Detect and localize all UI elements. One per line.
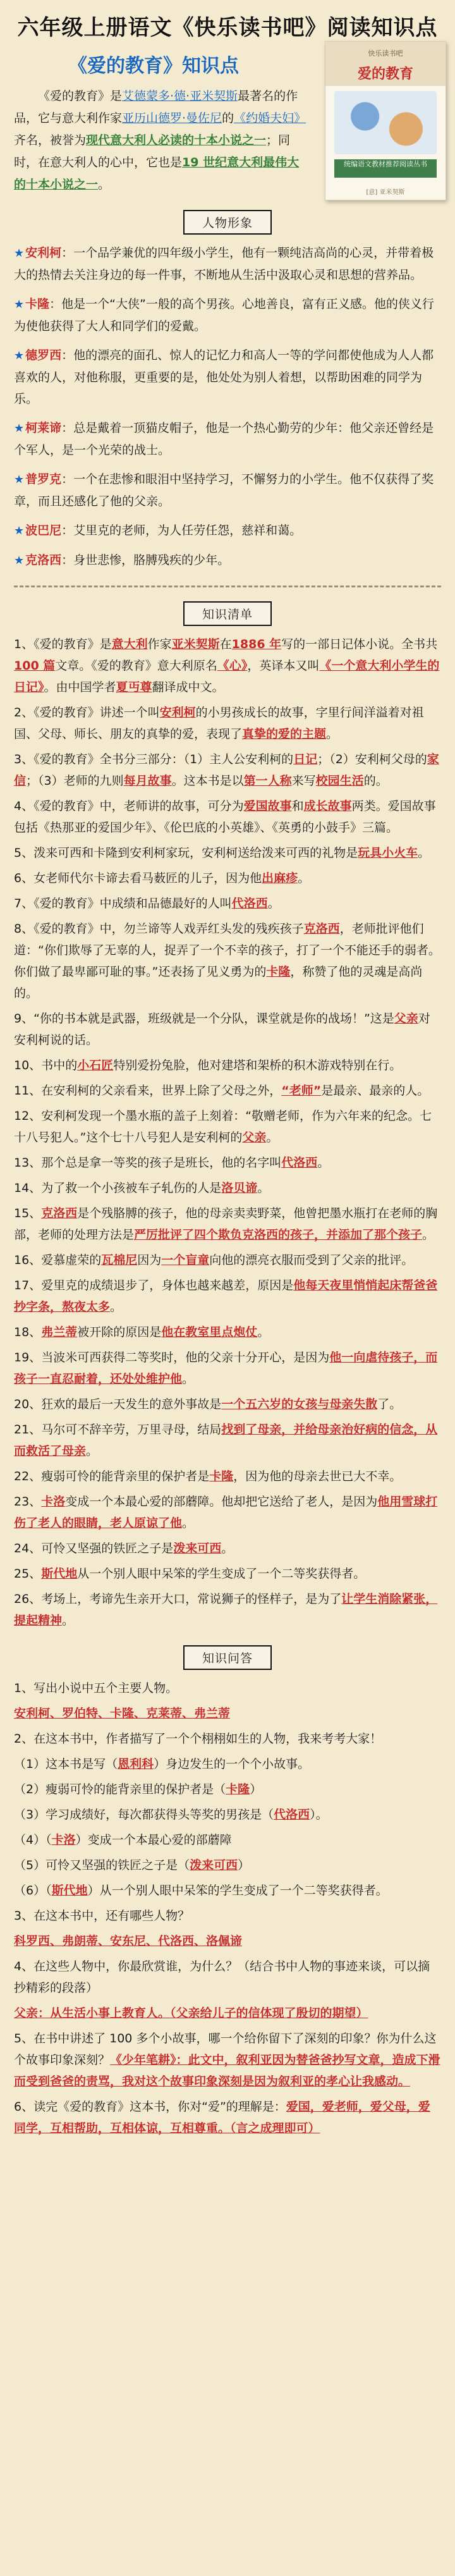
highlight-text: 斯代地 bbox=[41, 1567, 78, 1581]
highlight-text: 亚米契斯 bbox=[171, 637, 220, 651]
item-text: 在这本书中，还有哪些人物？ bbox=[33, 1909, 190, 1923]
item-text: 向他的漂亮衣服而受到了父亲的批评。 bbox=[209, 1253, 414, 1267]
highlight-text: 真挚的爱的主题 bbox=[242, 727, 327, 741]
item-text: 可怜又坚强的铁匠之子是 bbox=[41, 1542, 174, 1555]
highlight-text: 玩具小火车 bbox=[358, 846, 418, 860]
item-text: ，称赞了他的灵魂是高尚的。 bbox=[14, 965, 423, 1000]
highlight-text: 恩利科 bbox=[118, 1757, 154, 1771]
knowledge-item bbox=[14, 1203, 441, 1246]
character-list bbox=[0, 242, 455, 572]
item-number: 20、 bbox=[14, 1397, 42, 1411]
section-header-knowledge: 知识清单 bbox=[0, 601, 455, 626]
character-entry bbox=[0, 242, 455, 286]
highlight-text: 安利柯、罗伯特、卡隆、克莱蒂、弗兰蒂 bbox=[14, 1707, 231, 1720]
item-number: 16、 bbox=[14, 1253, 42, 1267]
highlight-text: 小石匠 bbox=[77, 1058, 114, 1072]
cover-band: 统编语文教材推荐阅读丛书 bbox=[334, 159, 437, 178]
item-text: ；（3）老师的九则 bbox=[26, 774, 124, 788]
item-text: 爱慕虚荣的 bbox=[41, 1253, 102, 1267]
highlight-text: 成长故事 bbox=[303, 799, 352, 813]
character-name: 卡隆 bbox=[25, 297, 50, 311]
qa-item bbox=[14, 2028, 441, 2092]
character-entry bbox=[0, 469, 455, 512]
item-number: 3、 bbox=[14, 1909, 34, 1923]
item-number: 10、 bbox=[14, 1058, 42, 1072]
item-text: （2）瘦弱可怜的能背亲里的保护者是（ bbox=[14, 1782, 226, 1796]
item-number: 18、 bbox=[14, 1325, 42, 1339]
item-text: 在安利柯的父亲看来，世界上除了父母之外， bbox=[41, 1084, 282, 1098]
cover-title: 爱的教育 bbox=[357, 66, 413, 82]
item-text: ）从一个别人眼中呆笨的学生变成了一个二等奖获得者。 bbox=[87, 1884, 388, 1898]
qa-item bbox=[14, 2003, 441, 2024]
item-number: 11、 bbox=[14, 1084, 42, 1098]
item-text: 考场上，考谛先生亲开大口，常说狮子的怪样子，是为了 bbox=[41, 1592, 342, 1606]
item-text: 那个总是拿一等奖的孩子是班长，他的名字叫 bbox=[41, 1156, 282, 1170]
star-icon: ★ bbox=[14, 422, 25, 435]
character-desc: ：他是一个“大侠”一般的高个男孩。心地善良，富有正义感。他的侠义行为使他获得了大人和同学们的爱戴。 bbox=[14, 297, 434, 333]
highlight-text: 100 篇 bbox=[14, 659, 56, 673]
qa-item bbox=[14, 1829, 441, 1851]
highlight-text: 克洛西 bbox=[303, 922, 340, 936]
item-text: 。 bbox=[266, 1131, 279, 1144]
highlight-text: 他每天夜里悄悄起床帮爸爸抄字条，熬夜太多 bbox=[14, 1279, 438, 1314]
item-number: 4、 bbox=[14, 799, 34, 813]
item-text: 狂欢的最后一天发生的意外事故是 bbox=[41, 1397, 222, 1411]
highlight-text: 让学生消除紧张，提起精神 bbox=[14, 1592, 438, 1628]
item-number: 17、 bbox=[14, 1279, 42, 1292]
item-number: 19、 bbox=[14, 1351, 42, 1365]
item-text: 读完《爱的教育》这本书，你对“爱”的理解是： bbox=[33, 2100, 286, 2114]
highlight-text: 卡洛 bbox=[41, 1495, 66, 1509]
qa-list bbox=[0, 1677, 455, 2139]
highlight-text: 每月故事 bbox=[123, 774, 172, 788]
knowledge-item bbox=[14, 1249, 441, 1271]
highlight-text: 家信 bbox=[14, 752, 439, 788]
highlight-text: 出麻疹 bbox=[262, 871, 298, 885]
item-text: 了。 bbox=[377, 1397, 402, 1411]
item-text: 。 bbox=[418, 846, 430, 860]
character-name: 普罗克 bbox=[25, 472, 62, 486]
item-text: （1）这本书是写（ bbox=[14, 1757, 118, 1771]
item-text: 在这些人物中，你最欣赏谁，为什么？（结合书中人物的事迹来谈，可以摘抄精彩的段落） bbox=[14, 1960, 430, 1995]
item-text: 变成一个本最心爱的部蘑障。他却把它送给了老人，是因为 bbox=[65, 1495, 378, 1509]
item-text: 安利柯发现一个墨水瓶的盖子上刻着：“敬赠老师，作为六年来的纪念。七十八号犯人。”这个七十八号犯人是安利柯的 bbox=[14, 1109, 432, 1144]
qa-item bbox=[14, 1930, 441, 1952]
item-text: 当波米可西获得二等奖时，他的父亲十分开心，是因为 bbox=[41, 1351, 330, 1365]
item-number: 5、 bbox=[14, 846, 34, 860]
item-text: 。 bbox=[326, 727, 339, 741]
item-number: 25、 bbox=[14, 1567, 42, 1581]
highlight-text: 洛贝谛 bbox=[221, 1181, 258, 1195]
item-text: （5）可怜又坚强的铁匠之子是（ bbox=[14, 1858, 190, 1872]
character-entry bbox=[0, 549, 455, 572]
item-text: 的。 bbox=[363, 774, 388, 788]
book-subtitle: 《爱的教育》知识点 bbox=[68, 55, 239, 77]
highlight-text: “老师” bbox=[281, 1084, 322, 1098]
item-text: 《爱的教育》中成绩和品德最好的人叫 bbox=[33, 897, 232, 911]
cover-author: [意] 亚米契斯 bbox=[366, 189, 405, 196]
item-number: 21、 bbox=[14, 1423, 42, 1437]
item-number: 1、 bbox=[14, 1681, 34, 1695]
item-text: 。 bbox=[62, 1614, 75, 1628]
character-desc: ：一个在悲惨和眼泪中坚持学习，不懈努力的小学生。他不仅获得了奖章，而且还感化了他的父亲。 bbox=[14, 472, 434, 508]
qa-item bbox=[14, 1804, 441, 1825]
highlight-text: 克洛西 bbox=[41, 1206, 78, 1220]
knowledge-item bbox=[14, 1055, 441, 1076]
highlight-text: 严厉批评了四个欺负克洛西的孩子，并添加了那个孩子 bbox=[134, 1228, 423, 1242]
qa-item bbox=[14, 1905, 441, 1927]
star-icon: ★ bbox=[14, 524, 25, 537]
qa-item bbox=[14, 1728, 441, 1750]
star-icon: ★ bbox=[14, 247, 25, 260]
highlight-text: 意大利 bbox=[111, 637, 148, 651]
highlight-text: 泼来可西 bbox=[173, 1542, 222, 1555]
item-text: 在这本书中，作者描写了一个个栩栩如生的人物，我来考考大家！ bbox=[33, 1732, 382, 1746]
highlight-text: 找到了母亲，并给母亲治好病的信念，从而救活了母亲 bbox=[14, 1423, 438, 1458]
item-number: 2、 bbox=[14, 706, 34, 720]
highlight-text: 《一个意大利小学生的日记》 bbox=[14, 659, 440, 694]
character-name: 克洛西 bbox=[25, 553, 62, 567]
highlight-text: 爱国故事 bbox=[243, 799, 292, 813]
item-text: 是个残胳膊的孩子，他的母亲卖卖野菜，他曾把墨水瓶打在老师的胸部，老师的处理方法是 bbox=[14, 1206, 438, 1242]
item-text: 文章。《爱的教育》意大利原名 bbox=[55, 659, 217, 673]
knowledge-item bbox=[14, 1275, 441, 1318]
highlight-text: 卡洛 bbox=[51, 1833, 76, 1847]
item-text: “你的书本就是武器，班级就是一个分队，课堂就是你的战场！”这是 bbox=[33, 1012, 394, 1026]
item-text: 在书中讲述了 100 多个小故事，哪一个给你留下了深刻的印象？你为什么这个故事印象深刻？ bbox=[14, 2032, 437, 2067]
knowledge-item bbox=[14, 1466, 441, 1487]
item-number: 14、 bbox=[14, 1181, 42, 1195]
item-number: 8、 bbox=[14, 922, 34, 936]
item-text: 和 bbox=[291, 799, 304, 813]
highlight-text: 卡隆 bbox=[266, 965, 291, 979]
item-text: 从一个别人眼中呆笨的学生变成了一个二等奖获得者。 bbox=[77, 1567, 366, 1581]
qa-item bbox=[14, 1703, 441, 1724]
star-icon: ★ bbox=[14, 473, 25, 486]
section-header-qa: 知识问答 bbox=[0, 1645, 455, 1670]
item-text: 。 bbox=[317, 1156, 330, 1170]
knowledge-item bbox=[14, 1008, 441, 1051]
item-text: （3）学习成绩好，每次都获得头等奖的男孩是（ bbox=[14, 1808, 274, 1822]
character-name: 德罗西 bbox=[25, 348, 62, 362]
item-text: 女老师代尔卡谛去看马薮匠的儿子，因为他 bbox=[33, 871, 262, 885]
item-text: 因为 bbox=[137, 1253, 162, 1267]
qa-item bbox=[14, 1753, 441, 1775]
item-text: ）身边发生的一个个小故事。 bbox=[154, 1757, 310, 1771]
character-entry bbox=[0, 293, 455, 337]
item-text: 两类。爱国故事包括《热那亚的爱国少年》、《伦巴底的小英雄》、《英勇的小鼓手》三篇。 bbox=[14, 799, 436, 835]
item-text: 爱里克的成绩退步了，身体也越来越差，原因是 bbox=[41, 1279, 294, 1292]
highlight-text: 日记 bbox=[293, 752, 318, 766]
item-text: ） bbox=[250, 1782, 262, 1796]
author-name: 艾德蒙多·德·亚米契斯 bbox=[122, 89, 238, 103]
item-number: 2、 bbox=[14, 1732, 34, 1746]
highlight-text: 泼来可西 bbox=[190, 1858, 238, 1872]
item-number: 15、 bbox=[14, 1206, 42, 1220]
character-name: 安利柯 bbox=[25, 246, 62, 260]
qa-item bbox=[14, 1956, 441, 1999]
highlight-text: 他用雪球打伤了老人的眼睛，老人原谅了他 bbox=[14, 1495, 438, 1530]
item-number: 24、 bbox=[14, 1542, 42, 1555]
item-text: 。 bbox=[182, 1372, 195, 1386]
item-text: 。 bbox=[257, 1325, 270, 1339]
highlight-text: 瓦棉尼 bbox=[101, 1253, 138, 1267]
highlight-text: 爱国，爱老师，爱父母，爱同学，互相帮助，互相体谅，互相尊重。（言之成理即可） bbox=[14, 2100, 430, 2135]
knowledge-item bbox=[14, 702, 441, 745]
item-text: ） bbox=[238, 1858, 250, 1872]
item-text: （4）（ bbox=[14, 1833, 52, 1847]
item-number: 22、 bbox=[14, 1469, 42, 1483]
item-number: 5、 bbox=[14, 2032, 34, 2045]
highlight-text: 一个五六岁的女孩与母亲失散 bbox=[221, 1397, 378, 1411]
item-text: 。这本书是以 bbox=[171, 774, 244, 788]
item-text: 。 bbox=[110, 1300, 123, 1314]
highlight-text: 卡隆 bbox=[226, 1782, 250, 1796]
highlight-text: 夏丏尊 bbox=[116, 680, 152, 694]
item-text: ）变成一个本最心爱的部蘑障 bbox=[75, 1833, 232, 1847]
item-text: 来写 bbox=[291, 774, 316, 788]
highlight-text: 《少年笔耕》：此文中，叙利亚因为替爸爸抄写文章，造成下滑而受到爸爸的责骂，我对这个故事印象深刻是因为叙利亚的孝心让我感动。 bbox=[14, 2053, 440, 2088]
highlight-text: 代洛西 bbox=[274, 1808, 310, 1822]
character-entry bbox=[0, 520, 455, 542]
knowledge-item bbox=[14, 918, 441, 1004]
item-number: 4、 bbox=[14, 1960, 34, 1973]
item-number: 23、 bbox=[14, 1495, 42, 1509]
item-text: 是最亲、最亲的人。 bbox=[321, 1084, 430, 1098]
item-number: 1、 bbox=[14, 637, 34, 651]
item-number: 6、 bbox=[14, 871, 34, 885]
knowledge-item bbox=[14, 1177, 441, 1199]
item-number: 26、 bbox=[14, 1592, 42, 1606]
knowledge-item bbox=[14, 795, 441, 838]
highlight-text: 《心》 bbox=[217, 659, 248, 673]
highlight-text: 代洛西 bbox=[281, 1156, 318, 1170]
highlight-text: 父亲 bbox=[242, 1131, 267, 1144]
item-text: 。 bbox=[298, 871, 310, 885]
item-number: 7、 bbox=[14, 897, 34, 911]
knowledge-list bbox=[0, 634, 455, 1631]
qa-item bbox=[14, 2096, 441, 2139]
cover-illustration bbox=[334, 91, 437, 154]
character-desc: ：身世悲惨，胳膊残疾的少年。 bbox=[61, 553, 230, 567]
item-text: 为了救一个小孩被车子轧伤的人是 bbox=[41, 1181, 222, 1195]
knowledge-item bbox=[14, 1322, 441, 1343]
item-text: （6）（ bbox=[14, 1884, 52, 1898]
character-desc: ：艾里克的老师，为人任劳任怨，慈祥和蔼。 bbox=[61, 524, 302, 537]
highlight-text: 1886 年 bbox=[231, 637, 282, 651]
qa-item bbox=[14, 1880, 441, 1901]
highlight-text: 斯代地 bbox=[51, 1884, 88, 1898]
section-header-characters: 人物形象 bbox=[0, 210, 455, 235]
page-title: 六年级上册语文《快乐读书吧》阅读知识点 bbox=[17, 15, 438, 40]
book-cover-image bbox=[325, 41, 446, 200]
knowledge-item bbox=[14, 842, 441, 864]
item-text: 写的一部日记体小说。全书共 bbox=[281, 637, 438, 651]
item-text: 。由中国学者 bbox=[44, 680, 116, 694]
item-number: 3、 bbox=[14, 752, 34, 766]
knowledge-item bbox=[14, 893, 441, 914]
knowledge-item bbox=[14, 1419, 441, 1462]
intro-paragraph: 《爱的教育》是艾德蒙多·德·亚米契斯最著名的作品，它与意大利作家亚历山德罗·曼佐尼的《约婚夫妇》齐名，被誉为现代意大利人必读的十本小说之一；同时，在意大利人的心中，它也是19 世纪意大利最伟大的十本小说之一。 bbox=[14, 89, 306, 192]
knowledge-item bbox=[14, 1563, 441, 1585]
item-text: 。 bbox=[422, 1228, 435, 1242]
item-number: 6、 bbox=[14, 2100, 34, 2114]
highlight-text: 代洛西 bbox=[231, 897, 268, 911]
knowledge-item bbox=[14, 634, 441, 698]
item-text: 被开除的原因是 bbox=[77, 1325, 162, 1339]
knowledge-item bbox=[14, 1491, 441, 1534]
item-text: 泼来可西和卡隆到安利柯家玩，安利柯送给泼来可西的礼物是 bbox=[33, 846, 358, 860]
highlight-text: 父亲 bbox=[394, 1012, 418, 1026]
highlight-text: 科罗西、弗朗蒂、安东尼、代洛西、洛佩谛 bbox=[14, 1934, 243, 1948]
item-number: 13、 bbox=[14, 1156, 42, 1170]
item-text: 。 bbox=[267, 897, 280, 911]
character-name: 波巴尼 bbox=[25, 524, 62, 537]
star-icon: ★ bbox=[14, 554, 25, 567]
character-name: 柯莱谛 bbox=[25, 421, 62, 435]
item-text: 的小男孩成长的故事，字里行间洋溢着对祖国、父母、师长、朋友的真挚的爱，表现了 bbox=[14, 706, 424, 741]
character-desc: ：一个品学兼优的四年级小学生，他有一颗纯洁高尚的心灵，并带着极大的热情去关注身边的每一件事，不断地从生活中汲取心灵和思想的营养品。 bbox=[14, 246, 434, 282]
item-number: 9、 bbox=[14, 1012, 34, 1026]
star-icon: ★ bbox=[14, 298, 25, 311]
item-text: 对安利柯说的话。 bbox=[14, 1012, 430, 1047]
item-text: 。 bbox=[182, 1516, 195, 1530]
item-text: 。 bbox=[221, 1542, 234, 1555]
item-text: ）。 bbox=[310, 1808, 328, 1822]
star-icon: ★ bbox=[14, 349, 25, 362]
knowledge-item bbox=[14, 868, 441, 889]
highlight-text: 校园生活 bbox=[315, 774, 364, 788]
qa-item bbox=[14, 1677, 441, 1699]
character-entry bbox=[0, 345, 455, 410]
item-text: 马尔可不辞辛劳，万里寻母，结局 bbox=[41, 1423, 222, 1437]
knowledge-item bbox=[14, 1080, 441, 1101]
highlight-text: 他在教室里点炮仗 bbox=[161, 1325, 258, 1339]
item-text: 《爱的教育》全书分三部分：（1）主人公安利柯的 bbox=[33, 752, 294, 766]
knowledge-item bbox=[14, 1105, 441, 1148]
knowledge-item bbox=[14, 1347, 441, 1390]
character-entry bbox=[0, 417, 455, 461]
cover-series: 快乐读书吧 bbox=[368, 49, 403, 58]
knowledge-item bbox=[14, 1538, 441, 1559]
item-text: 特别爱扮兔脸，他对建塔和架桥的积木游戏特别在行。 bbox=[113, 1058, 402, 1072]
highlight-text: 弗兰蒂 bbox=[41, 1325, 78, 1339]
item-text: 《爱的教育》中，老师讲的故事，可分为 bbox=[33, 799, 244, 813]
item-text: ，因为他的母亲去世已大不幸。 bbox=[233, 1469, 402, 1483]
character-desc: ：总是戴着一顶猫皮帽子，他是一个热心勤劳的少年：他父亲还曾经是个军人，是一个光荣的战士。 bbox=[14, 421, 434, 457]
item-text: 作家 bbox=[147, 637, 172, 651]
item-text: 《爱的教育》是 bbox=[33, 637, 112, 651]
divider bbox=[14, 586, 441, 587]
highlight-text: 他一向虐待孩子，而孩子一直忍耐着，还处处维护他 bbox=[14, 1351, 438, 1386]
item-text: 写出小说中五个主要人物。 bbox=[33, 1681, 178, 1695]
qa-item bbox=[14, 1779, 441, 1800]
item-text: 在 bbox=[219, 637, 232, 651]
highlight-text: 卡隆 bbox=[209, 1469, 234, 1483]
highlight-text: 一个盲童 bbox=[161, 1253, 210, 1267]
highlight-text: 第一人称 bbox=[243, 774, 292, 788]
highlight-text: 父亲：从生活小事上教育人。（父亲给儿子的信体现了殷切的期望） bbox=[14, 2006, 368, 2020]
item-text: 翻译成中文。 bbox=[152, 680, 224, 694]
character-desc: ：他的漂亮的面孔、惊人的记忆力和高人一等的学问都使他成为人人都喜欢的人，对他称服，更重要的是，他处处为别人着想，以帮助困难的同学为乐。 bbox=[14, 348, 434, 406]
item-text: 。 bbox=[257, 1181, 270, 1195]
knowledge-item bbox=[14, 1152, 441, 1174]
knowledge-item bbox=[14, 749, 441, 792]
item-text: 。 bbox=[86, 1444, 99, 1458]
item-text: 《爱的教育》讲述一个叫 bbox=[33, 706, 160, 720]
item-text: 《爱的教育》中，勿兰谛等人戏弄红头发的残疾孩子 bbox=[33, 922, 304, 936]
item-text: 书中的 bbox=[41, 1058, 78, 1072]
item-text: ；（2）安利柯父母的 bbox=[317, 752, 427, 766]
item-number: 12、 bbox=[14, 1109, 42, 1123]
item-text: ，英译本又叫 bbox=[247, 659, 320, 673]
knowledge-item bbox=[14, 1588, 441, 1631]
highlight-text: 安利柯 bbox=[159, 706, 196, 720]
qa-item bbox=[14, 1855, 441, 1876]
item-text: ，老师批评他们道：“你们欺辱了无辜的人，捉弄了一个不幸的孩子，打了一个不能还手的弱者。你们做了最卑鄙可耻的事。”还表扬了见义勇为的 bbox=[14, 922, 440, 979]
knowledge-item bbox=[14, 1394, 441, 1415]
item-text: 瘦弱可怜的能背亲里的保护者是 bbox=[41, 1469, 210, 1483]
